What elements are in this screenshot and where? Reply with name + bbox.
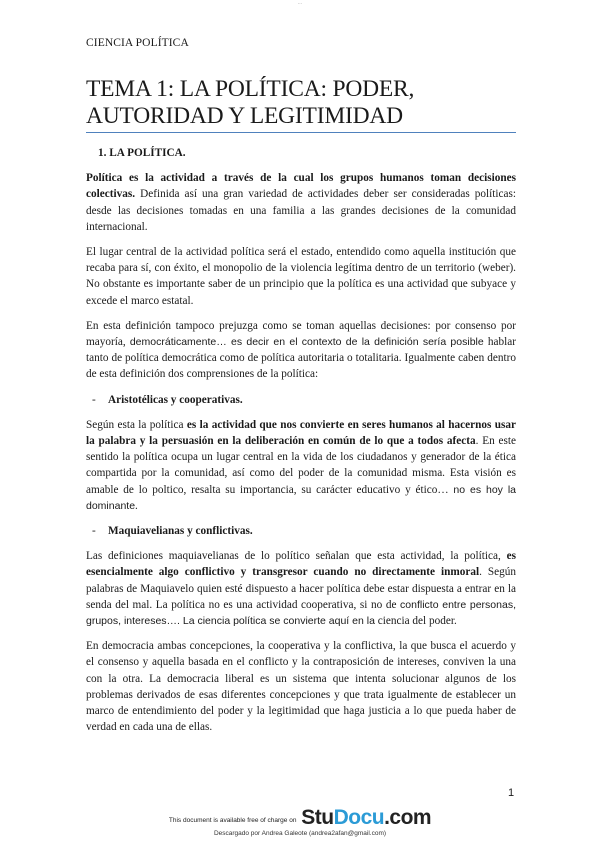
brand-stu: Stu	[301, 806, 334, 829]
document-body	[86, 145, 516, 745]
p5-e: ciencia del poder.	[374, 615, 457, 628]
p4-e: .	[135, 499, 138, 512]
p1-rest: Definida así una gran variedad de actividades deber ser consideradas políticas: desde las decisiones tomadas en una familia a las grandes decisiones de la comunidad internacional.	[86, 188, 516, 233]
p4-d: no es hoy la dominante	[86, 483, 516, 512]
title-line-1: TEMA 1: LA POLÍTICA: PODER,	[86, 76, 415, 102]
sub1-label: Aristotélicas y cooperativas.	[108, 393, 243, 406]
paragraph-2: El lugar central de la actividad política será el estado, entendido como aquella institución que recaba para sí, con éxito, el monopolio de la violencia legítima dentro de un territorio (weber). No obstante es importante saber de un principio que la política es una actividad que subyace y excede el marco estatal.	[86, 246, 516, 307]
sub2-label: Maquiavelianas y conflictivas.	[108, 525, 253, 538]
brand-docu: Docu	[333, 806, 385, 829]
footer-availability	[0, 806, 600, 830]
paragraph-5	[86, 548, 516, 629]
page-title	[86, 76, 516, 130]
brand-com: .com	[384, 806, 432, 829]
subheading-machiavellian	[92, 523, 516, 539]
footer-free-text: This document is available free of charge on	[168, 817, 297, 824]
subheading-aristotelian	[92, 392, 516, 408]
p4-b: es la actividad que nos convierte en seres humanos al hacernos usar la palabra y la persuasión en la deliberación en común de lo que a todos afecta	[86, 418, 516, 448]
p4-c: . En este sentido la política ocupa un lugar central en la vida de los ciudadanos y generador de la ética compartida por la comunidad, así como del poder de la comunidad misma. Esta visión es amable de lo poltico, resalta su importancia, su carácter educativo y ético…	[86, 435, 516, 496]
section-heading: 1. LA POLÍTICA.	[98, 147, 186, 159]
dash-bullet: -	[92, 393, 96, 406]
p4-a: Según esta la política	[86, 418, 187, 431]
dash-bullet: -	[92, 525, 96, 538]
page-number: 1	[508, 787, 515, 799]
title-rule	[86, 132, 516, 133]
p3-c: hablar tanto de política democrática como de política autoritaria o totalitaria. Igualmente caben dentro de esta definición dos comprensiones de la política:	[86, 336, 516, 381]
p5-a: Las definiciones maquiavelianas de lo político señalan que esta actividad, la política,	[86, 550, 507, 563]
running-header: CIENCIA POLÍTICA	[86, 37, 189, 49]
p5-b: es esencialmente algo conflictivo y transgresor cuando no directamente inmoral	[86, 550, 516, 579]
p3-b: democráticamente… es decir en el contexto de la definición sería posible	[129, 336, 484, 349]
p5-d: conflicto entre personas, grupos, intereses…. La ciencia política se convierte aquí en la	[86, 598, 516, 628]
paragraph-3	[86, 318, 516, 383]
studocu-logo[interactable]	[301, 806, 431, 829]
p1-bold: Política es la actividad a través de la cual los grupos humanos toman decisiones colectivas.	[86, 172, 516, 201]
title-line-2: AUTORIDAD Y LEGITIMIDAD	[86, 103, 403, 129]
paragraph-6: En democracia ambas concepciones, la cooperativa y la conflictiva, la que busca el acuerdo y el consenso y aquella basada en el conflicto y la contraposición de intereses, conviven la una con la otra. La democracia liberal es un sistema que intenta solucionar algunos de los problemas derivados de esas diferentes concepciones y que trata igualmente de establecer un marco de entendimiento del poder y la legitimidad que haga justicia a lo que pueda haber de verdad en cada una de ellas.	[86, 640, 516, 734]
p5-c: . Según palabras de Maquiavelo quien esté dispuesto a hacer política debe estar dispuesta a entrar en la senda del mal. La política no es una actividad cooperativa, si no de	[86, 566, 517, 611]
p3-a: En esta definición tampoco prejuzga como se toman aquellas decisiones: por consenso por mayoría,	[86, 319, 516, 349]
paragraph-4	[86, 417, 516, 514]
top-mark: ...	[297, 0, 303, 6]
paragraph-1	[86, 170, 516, 235]
footer-downloaded-by: Descargado por Andrea Galeote (andrea2afan@gmail.com)	[213, 830, 387, 837]
